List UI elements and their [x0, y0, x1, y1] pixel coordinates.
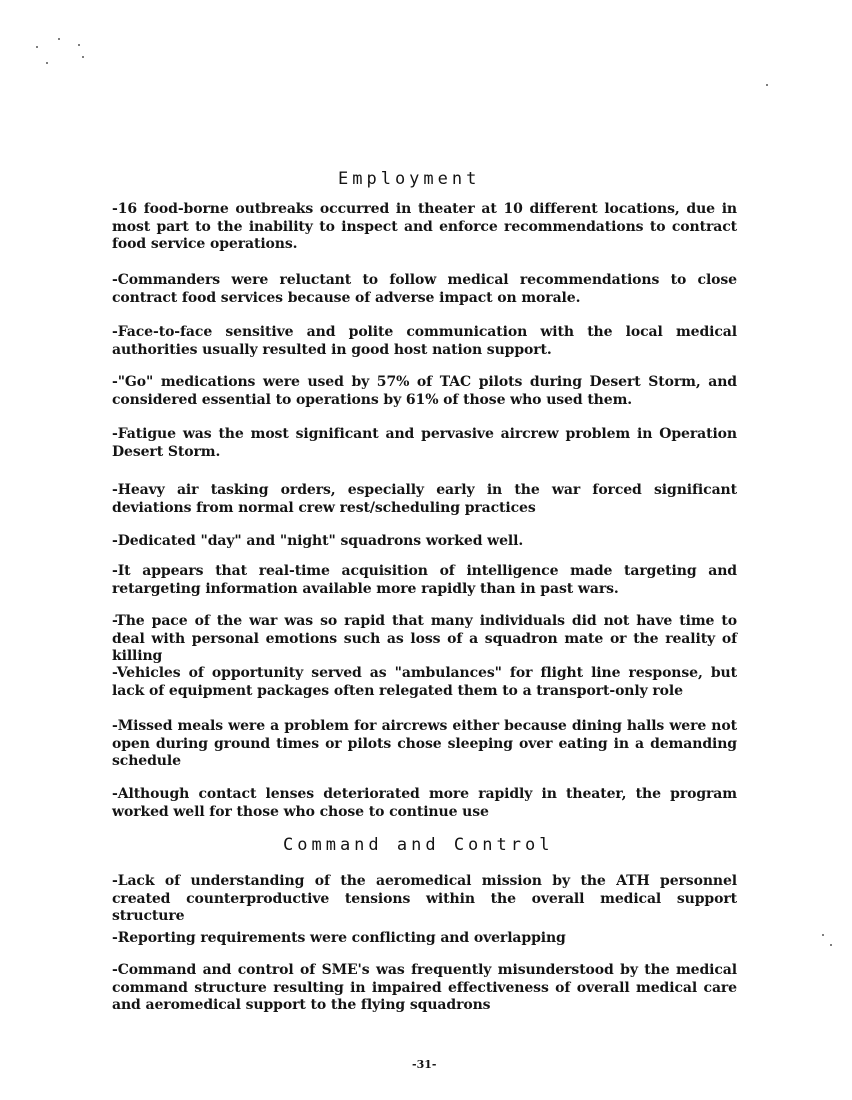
paragraph-dedicated-squadrons: -Dedicated "day" and "night" squadrons worked well. [112, 533, 524, 549]
paragraph-missed-meals: -Missed meals were a problem for aircrews either because dining halls were not open during ground times or pilots chose sleeping over eating in a demanding schedule [112, 718, 737, 769]
paragraph-vehicles: -Vehicles of opportunity served as "ambulances" for flight line response, but lack of equipment packages often relegated them to a transport-only role [112, 665, 737, 699]
paragraph-command-of-smes: -Command and control of SME's was frequently misunderstood by the medical command structure resulting in impaired effectiveness of overall medical care and aeromedical support to the flying squadrons [112, 962, 737, 1013]
paragraph-go-medications: -"Go" medications were used by 57% of TAC pilots during Desert Storm, and considered essential to operations by 61% of those who used them. [112, 374, 737, 408]
paragraph-intelligence: -It appears that real-time acquisition of intelligence made targeting and retargeting information available more rapidly than in past wars. [112, 563, 737, 597]
section-heading-employment: Employment [338, 169, 481, 189]
scan-speck [830, 944, 832, 946]
paragraph-fatigue: -Fatigue was the most significant and pervasive aircrew problem in Operation Desert Storm. [112, 426, 737, 460]
paragraph-commanders-reluctant: -Commanders were reluctant to follow medical recommendations to close contract food services because of adverse impact on morale. [112, 272, 737, 306]
scan-speck [82, 56, 84, 58]
scan-speck [766, 84, 768, 86]
paragraph-food-outbreaks: -16 food-borne outbreaks occurred in theater at 10 different locations, due in most part to the inability to inspect and enforce recommendations to contract food service operations. [112, 201, 737, 252]
scan-speck [78, 44, 80, 46]
section-heading-command-and-control: Command and Control [283, 835, 554, 855]
page-number: -31- [412, 1058, 437, 1071]
paragraph-air-tasking-orders: -Heavy air tasking orders, especially early in the war forced significant deviations from normal crew rest/scheduling practices [112, 482, 737, 516]
scan-speck [46, 62, 48, 64]
paragraph-contact-lenses: -Although contact lenses deteriorated more rapidly in theater, the program worked well for those who chose to continue use [112, 786, 737, 820]
scan-speck [822, 934, 824, 936]
paragraph-face-to-face: -Face-to-face sensitive and polite communication with the local medical authorities usually resulted in good host nation support. [112, 324, 737, 358]
scan-speck [36, 46, 38, 48]
scan-speck [58, 38, 60, 40]
paragraph-aeromedical-mission: -Lack of understanding of the aeromedical mission by the ATH personnel created counterproductive tensions within the overall medical support structure [112, 873, 737, 924]
paragraph-pace-of-war: -The pace of the war was so rapid that many individuals did not have time to deal with personal emotions such as loss of a squadron mate or the reality of killing [112, 613, 737, 664]
paragraph-reporting-requirements: -Reporting requirements were conflicting and overlapping [112, 930, 566, 946]
